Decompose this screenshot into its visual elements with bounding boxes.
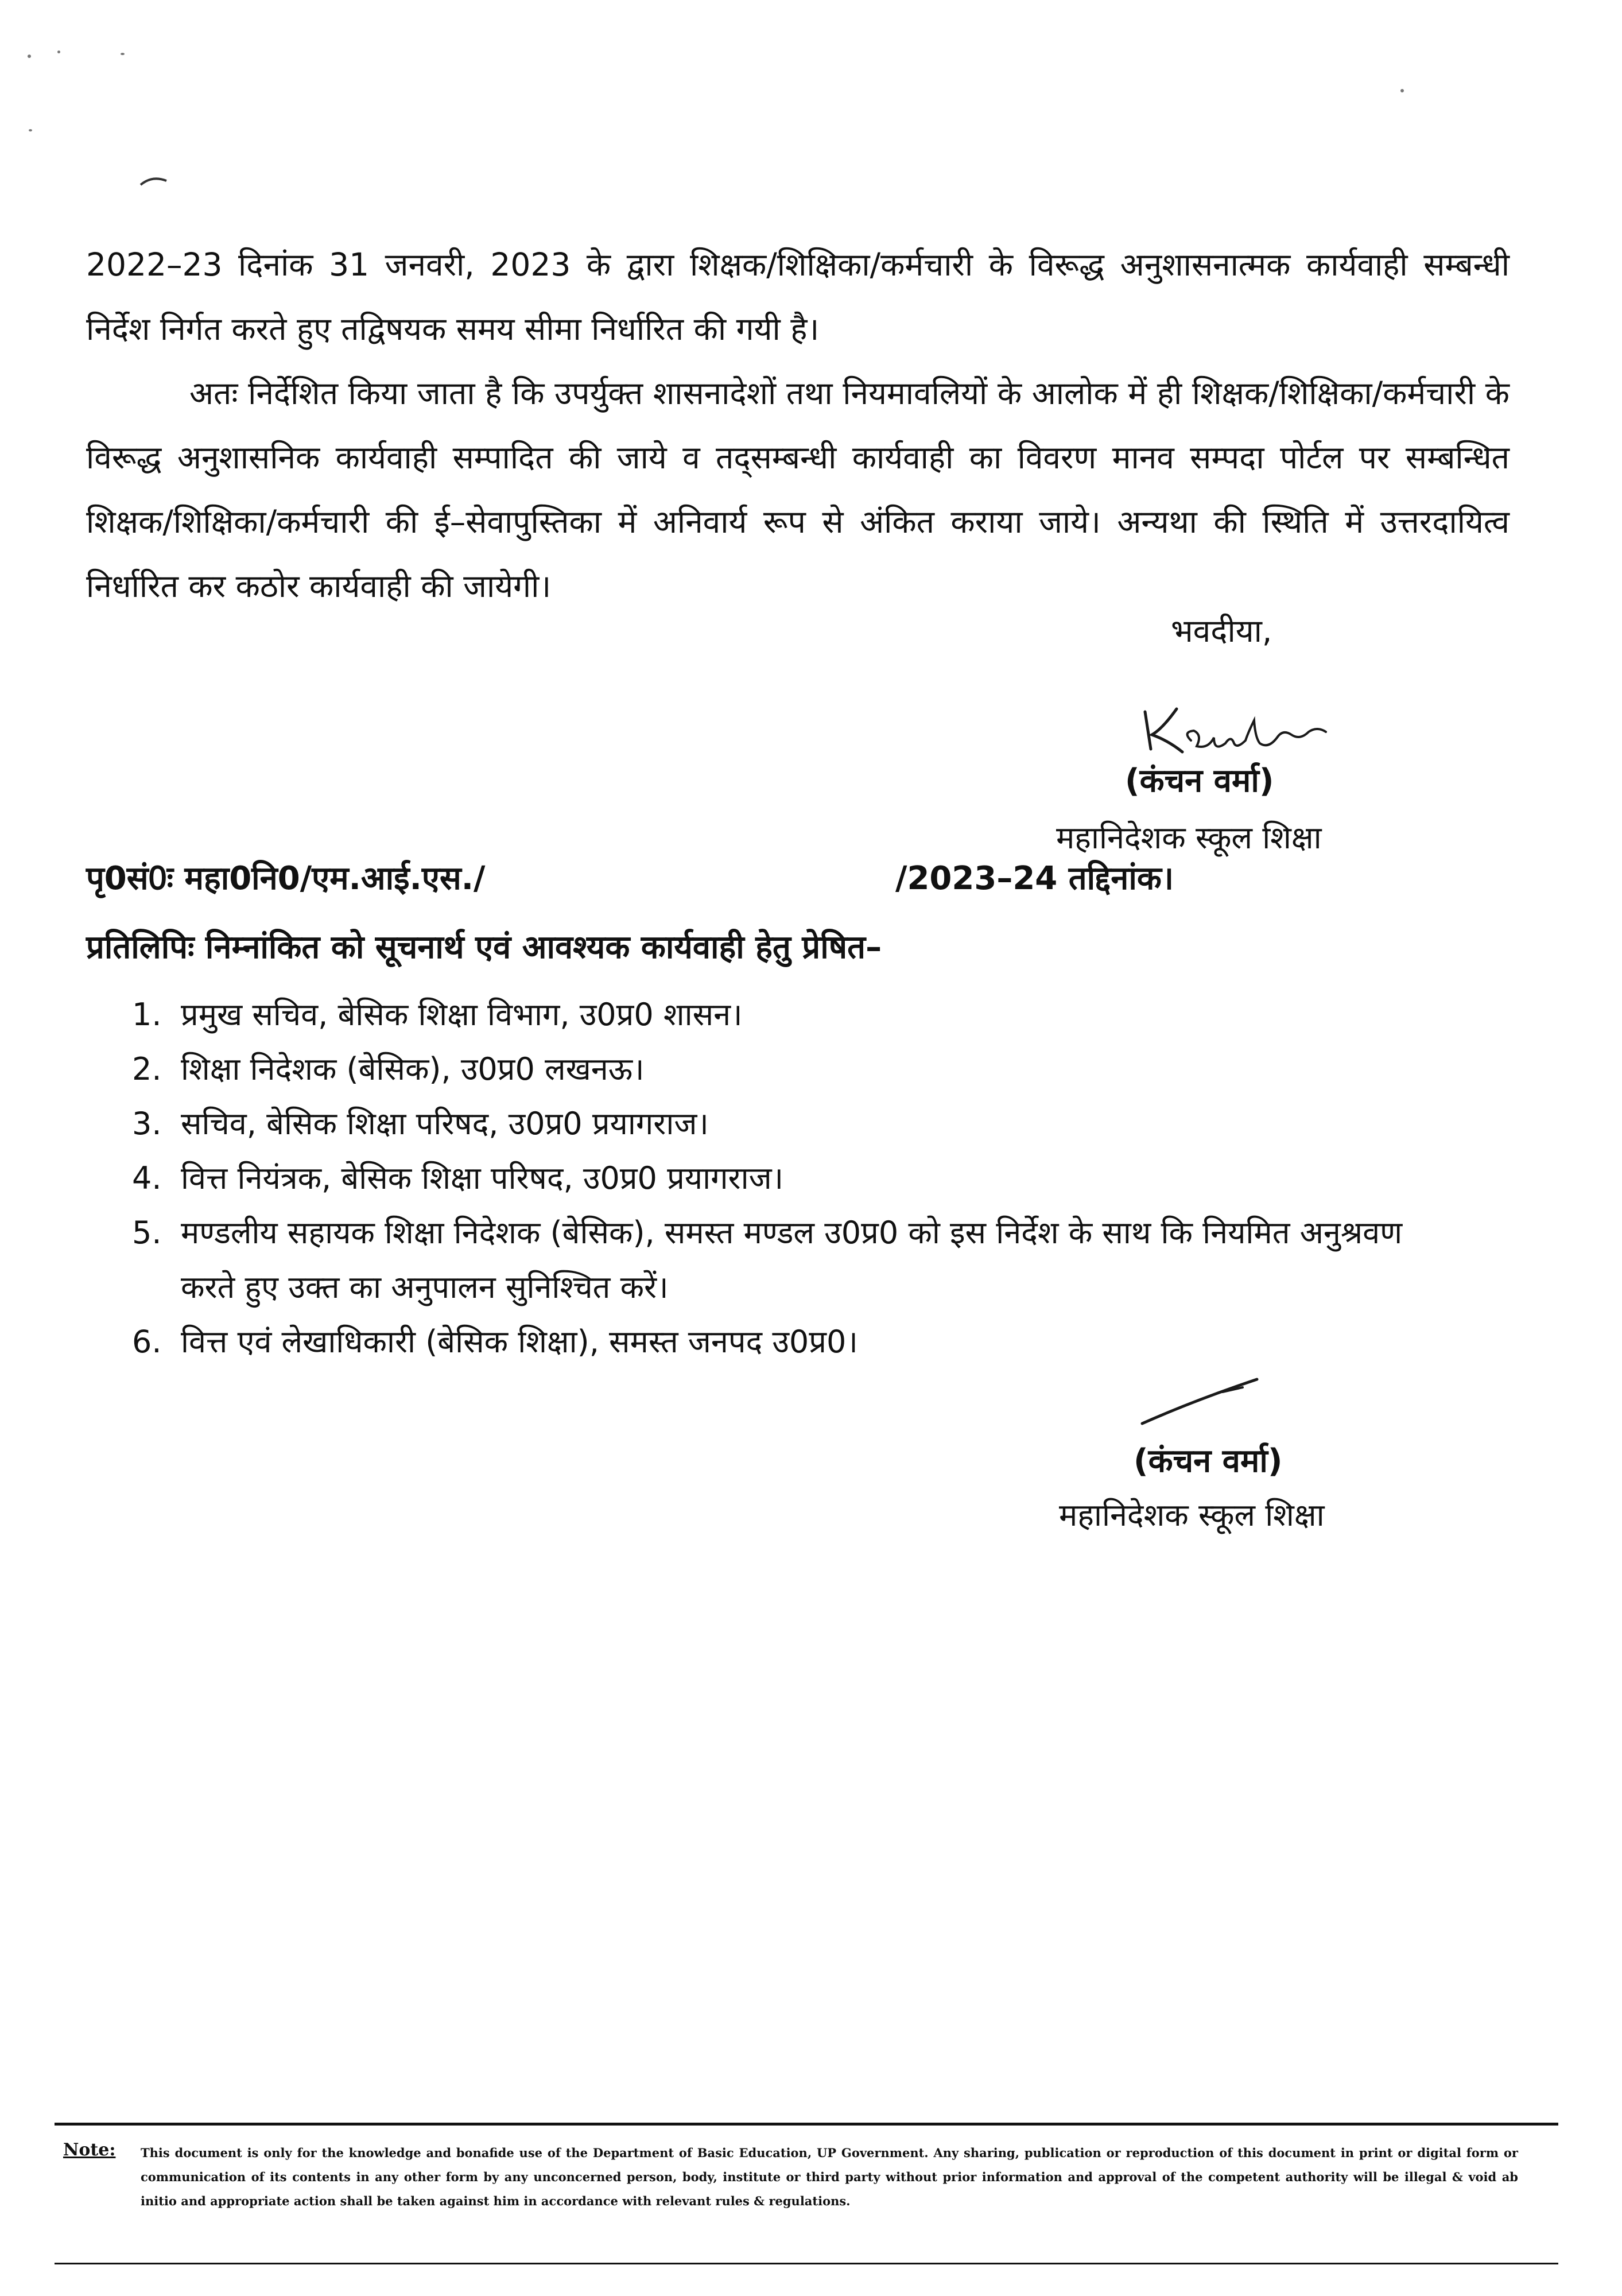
- list-item-number: 1.: [132, 996, 162, 1033]
- paragraph-2: अतः निर्देशित किया जाता है कि उपर्युक्त शासनादेशों तथा नियमावलियों के आलोक में ही शिक्षक/शिक्षिका/कर्मचारी के विरूद्ध अनुशासनिक कार्यवाही सम्पादित की जाये व तद्सम्बन्धी कार्यवाही का विवरण मानव सम्पदा पोर्टल पर सम्बन्धित शिक्षक/शिक्षिका/कर्मचारी की ई–सेवापुस्तिका में अनिवार्य रूप से अंकित कराया जाये। अन्यथा की स्थिति में उत्तरदायित्व निर्धारित कर कठोर कार्यवाही की जायेगी।: [86, 375, 1510, 604]
- list-item: [132, 1151, 1452, 1205]
- signatory-title: महानिदेशक स्कूल शिक्षा: [1056, 820, 1322, 856]
- letter-body: [86, 232, 1510, 618]
- paragraph-1: 2022–23 दिनांक 31 जनवरी, 2023 के द्वारा शिक्षक/शिक्षिका/कर्मचारी के विरूद्ध अनुशासनात्मक कार्यवाही सम्बन्धी निर्देश निर्गत करते हुए तद्विषयक समय सीमा निर्धारित की गयी है।: [86, 246, 1510, 347]
- footer-divider: [55, 2123, 1558, 2126]
- copy-to-heading: प्रतिलिपिः निम्नांकित को सूचनार्थ एवं आवश्यक कार्यवाही हेतु प्रेषित–: [86, 929, 882, 966]
- list-item-text: सचिव, बेसिक शिक्षा परिषद, उ0प्र0 प्रयागराज।: [181, 1106, 709, 1142]
- list-item: [132, 1096, 1452, 1151]
- scan-speck: [121, 53, 125, 55]
- footer-bottom-divider: [55, 2263, 1558, 2264]
- list-item-number: 4.: [132, 1160, 162, 1196]
- scan-speck: [1400, 89, 1404, 92]
- list-item-text: प्रमुख सचिव, बेसिक शिक्षा विभाग, उ0प्र0 शासन।: [181, 996, 743, 1033]
- list-item-text: मण्डलीय सहायक शिक्षा निदेशक (बेसिक), समस्त मण्डल उ0प्र0 को इस निर्देश के साथ कि नियमित अनुश्रवण करते हुए उक्त का अनुपालन सुनिश्चित करें।: [181, 1215, 1403, 1305]
- list-item: [132, 987, 1452, 1042]
- signatory-name: (कंचन वर्मा): [1125, 762, 1274, 800]
- closing-salutation: भवदीया,: [1171, 612, 1272, 649]
- reference-line: [86, 855, 1464, 899]
- scan-mark-stroke: [138, 172, 172, 189]
- scan-speck: [28, 55, 31, 58]
- scan-speck: [29, 129, 32, 131]
- list-item-text: वित्त नियंत्रक, बेसिक शिक्षा परिषद, उ0प्र0 प्रयागराज।: [181, 1160, 784, 1196]
- footer-note-label: Note:: [63, 2140, 116, 2160]
- reference-number: पृ0सं0ः महा0नि0/एम.आई.एस./: [86, 860, 486, 897]
- reference-date: /2023–24 तद्दिनांक।: [895, 860, 1174, 897]
- footer-note-text: This document is only for the knowledge and bonafide use of the Department of Basic Education, UP Government. Any sharing, publication or reproduction of this document in print or digital form or communication of its contents in any other form by any unconcerned person, body, institute or third party without prior information and approval of the competent authority will be illegal & void ab initio and appropriate action shall be taken against him in accordance with relevant rules & regulations.: [141, 2146, 1518, 2208]
- list-item: [132, 1042, 1452, 1096]
- handwritten-signature: [1128, 686, 1346, 761]
- list-item-number: 6.: [132, 1324, 162, 1360]
- scan-speck: [57, 51, 60, 53]
- signature-stroke: [1136, 1375, 1268, 1432]
- recipient-list: [132, 987, 1452, 1369]
- list-item-number: 5.: [132, 1215, 162, 1251]
- list-item-number: 3.: [132, 1106, 162, 1142]
- list-item-number: 2.: [132, 1051, 162, 1087]
- list-item-text: वित्त एवं लेखाधिकारी (बेसिक शिक्षा), समस्त जनपद उ0प्र0।: [181, 1324, 858, 1360]
- signatory-name-2: (कंचन वर्मा): [1134, 1442, 1283, 1480]
- signatory-title-2: महानिदेशक स्कूल शिक्षा: [1059, 1497, 1325, 1533]
- list-item: [132, 1205, 1452, 1314]
- list-item: [132, 1314, 1452, 1369]
- list-item-text: शिक्षा निदेशक (बेसिक), उ0प्र0 लखनऊ।: [181, 1051, 645, 1087]
